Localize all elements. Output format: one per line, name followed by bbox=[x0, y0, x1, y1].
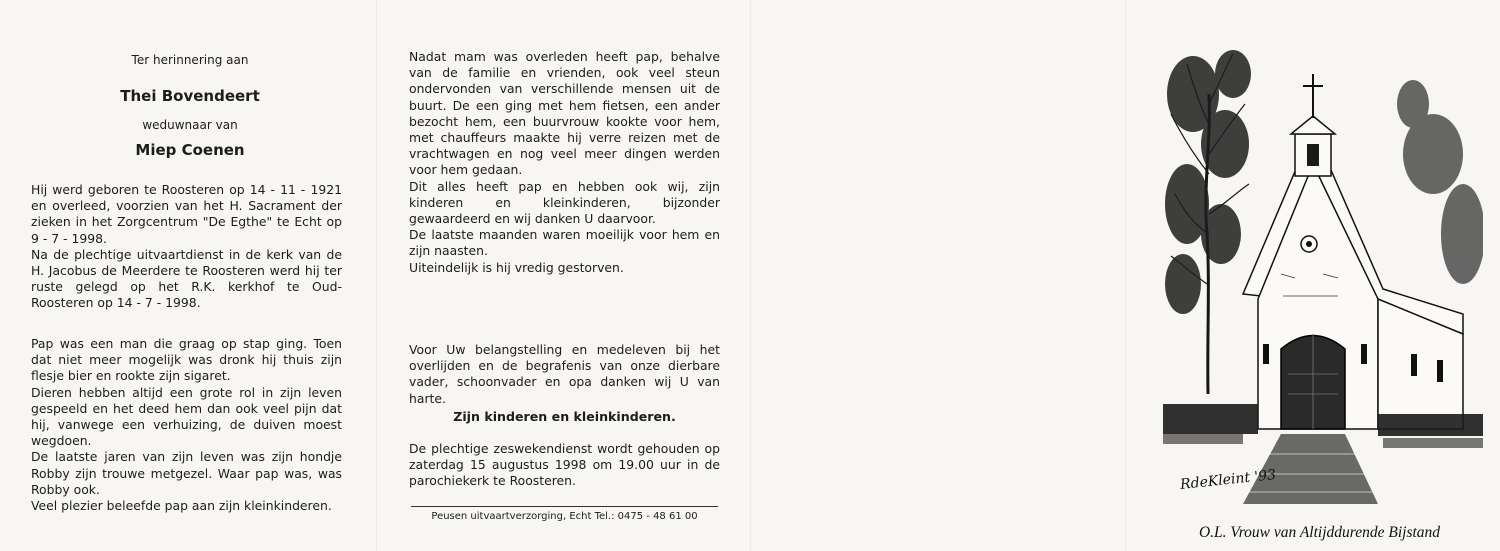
illustration-caption: O.L. Vrouw van Altijddurende Bijstand bbox=[1198, 524, 1441, 541]
biography-text bbox=[31, 182, 342, 312]
tree-foliage bbox=[1441, 184, 1483, 284]
service-paragraph: De plechtige zeswekendienst wordt gehouden op zaterdag 15 augustus 1998 om 19.00 uur in de parochiekerk te Roosteren. bbox=[409, 441, 720, 489]
artist-signature: RdeKleint '93 bbox=[1179, 467, 1277, 493]
footer-rule bbox=[411, 506, 718, 507]
tree-foliage bbox=[1397, 80, 1429, 128]
memory-paragraph: De laatste jaren van zijn leven was zijn hondje Robby zijn trouwe metgezel. Waar pap was, was Robby ook. bbox=[31, 449, 342, 497]
memorial-panel-middle bbox=[378, 0, 750, 551]
chapel-illustration bbox=[1163, 34, 1483, 514]
thanks-paragraph: Voor Uw belangstelling en medeleven bij het overlijden en de begrafenis van onze dierbare vader, schoonvader en opa danken wij U van harte. bbox=[409, 342, 720, 406]
text-paragraph: De laatste maanden waren moeilijk voor hem en zijn naasten. bbox=[409, 227, 720, 259]
tower-roof bbox=[1291, 116, 1335, 134]
memorial-panel-blank bbox=[752, 0, 1125, 551]
relation-text: weduwnaar van bbox=[142, 118, 238, 132]
text-paragraph: Nadat mam was overleden heeft pap, behalve van de familie en vrienden, ook veel steun ondervonden van verschillende mensen uit de buurt. De een ging met hem fietsen, een ander bezocht hem, een buurvrouw kookte voor hem, met chauffeurs maakte hij verre reizen met de vrachtwagen en nog veel meer dingen werden voor hem gedaan. bbox=[409, 49, 720, 178]
tree-foliage bbox=[1201, 204, 1241, 264]
memory-paragraph: Dieren hebben altijd een grote rol in zijn leven gespeeld en het deed hem dan ook veel pijn dat hij, vanwege een verhuizing, de duiven moest wegdoen. bbox=[31, 384, 342, 449]
chapel-drawing bbox=[1163, 34, 1483, 514]
tree-foliage bbox=[1215, 50, 1251, 98]
tree-foliage bbox=[1201, 110, 1249, 178]
intro-text: Ter herinnering aan bbox=[131, 53, 249, 67]
biography-paragraph: Na de plechtige uitvaartdienst in de kerk van de H. Jacobus de Meerdere te Roosteren werd hij ter ruste gelegd op het R.K. kerkhof te Oud-Roosteren op 14 - 7 - 1998. bbox=[31, 246, 342, 311]
memories-text bbox=[31, 336, 342, 514]
memory-paragraph: Pap was een man die graag op stap ging. Toen dat niet meer mogelijk was dronk hij thuis zijn flesje bier en rookte zijn sigaret. bbox=[31, 336, 342, 384]
text-paragraph: Uiteindelijk is hij vredig gestorven. bbox=[409, 259, 624, 275]
memory-paragraph: Veel plezier beleefde pap aan zijn kleinkinderen. bbox=[31, 498, 332, 514]
family-signature: Zijn kinderen en kleinkinderen. bbox=[453, 409, 676, 424]
neighbours-text bbox=[409, 49, 720, 276]
memorial-panel-left bbox=[0, 0, 376, 551]
funeral-director-footer: Peusen uitvaartverzorging, Echt Tel.: 0475 - 48 61 00 bbox=[431, 511, 698, 522]
thanks-text bbox=[409, 342, 720, 407]
deceased-name: Thei Bovendeert bbox=[120, 87, 260, 105]
memorial-panel-right bbox=[1127, 0, 1500, 551]
biography-paragraph: Hij werd geboren te Roosteren op 14 - 11 - 1921 en overleed, voorzien van het H. Sacrament der zieken in het Zorgcentrum "De Egthe" te Echt op 9 - 7 - 1998. bbox=[31, 182, 342, 246]
spouse-name: Miep Coenen bbox=[135, 141, 245, 159]
tree-foliage bbox=[1165, 254, 1201, 314]
text-paragraph: Dit alles heeft pap en hebben ook wij, zijn kinderen en kleinkinderen, bijzonder gewaardeerd en wij danken U daarvoor. bbox=[409, 178, 720, 227]
service-text bbox=[409, 441, 720, 490]
